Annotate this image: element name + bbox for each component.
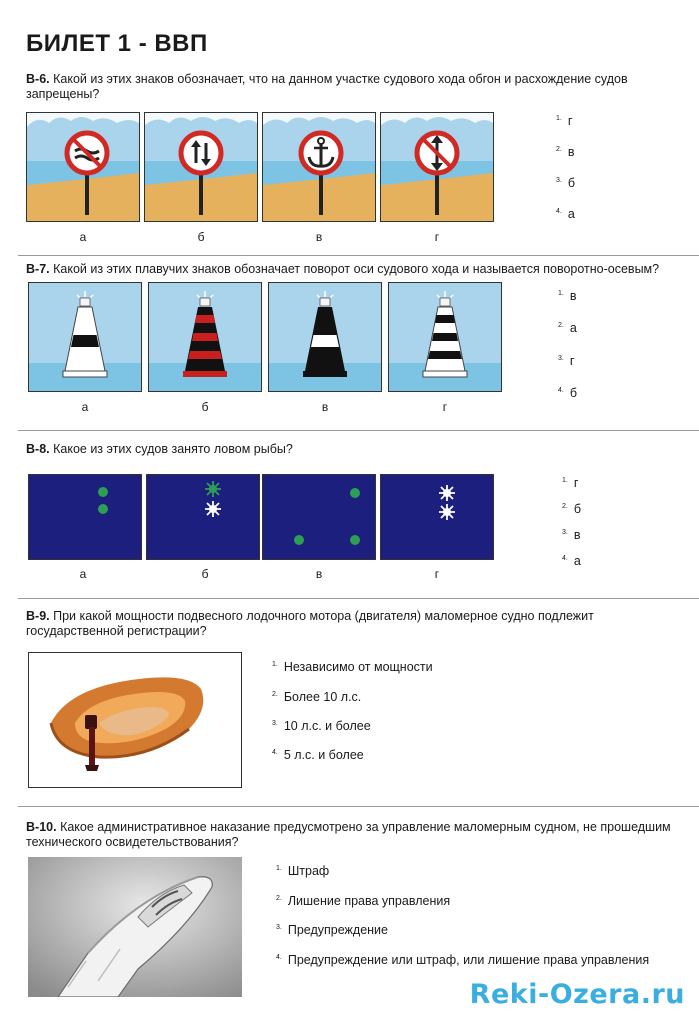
q8-label-b: б [201,567,209,581]
q9-option-3-text: 10 л.с. и более [283,719,371,733]
q7-label-a: а [81,400,89,414]
question-10 [26,820,676,850]
q10-option-1[interactable] [276,864,329,878]
q7-picture-v[interactable] [268,282,382,392]
q7-option-4-text: б [569,386,578,400]
q6-option-4[interactable] [556,207,575,221]
q7-picture-g[interactable] [388,282,502,392]
q10-option-1-number: 1. [276,865,282,872]
q8-option-4-text: а [573,554,581,568]
q8-picture-v[interactable] [262,474,376,560]
q6-picture-b[interactable] [144,112,258,222]
q6-picture-g[interactable] [380,112,494,222]
q9-picture-inflatable-boat[interactable] [28,652,242,788]
q9-option-3-number: 3. [272,720,278,727]
q8-option-1-text: г [573,476,579,490]
question-9-number: В-9. [26,609,50,623]
question-9-text: При какой мощности подвесного лодочного мотора (двигателя) маломерное судно подлежит государственной регистрации? [26,609,594,638]
q8-picture-b[interactable] [146,474,260,560]
q6-label-v: в [315,230,323,244]
q6-option-2-number: 2. [556,146,562,153]
divider [18,430,699,431]
q7-option-2-text: а [569,321,577,335]
q6-picture-v[interactable] [262,112,376,222]
q9-option-2-number: 2. [272,691,278,698]
q8-label-v: в [315,567,323,581]
q6-option-2-text: в [567,145,575,159]
q9-option-1[interactable] [272,660,433,674]
q6-option-3-text: б [567,176,576,190]
q10-option-1-text: Штраф [287,864,330,878]
q6-option-2[interactable] [556,145,574,159]
q7-label-b: б [201,400,209,414]
q8-option-3[interactable] [562,528,580,542]
q8-option-2[interactable] [562,502,581,516]
q10-option-2-text: Лишение права управления [287,894,451,908]
q6-option-4-number: 4. [556,208,562,215]
q8-picture-a[interactable] [28,474,142,560]
q10-option-4-number: 4. [276,954,282,961]
q7-label-g: г [442,400,448,414]
q7-option-1[interactable] [558,289,576,303]
q7-option-3-number: 3. [558,355,564,362]
q7-option-3[interactable] [558,354,574,368]
q8-option-4[interactable] [562,554,581,568]
question-7 [26,262,676,277]
q8-option-3-number: 3. [562,529,568,536]
q7-picture-b[interactable] [148,282,262,392]
q6-option-3[interactable] [556,176,575,190]
q7-option-4[interactable] [558,386,577,400]
question-8-text: Какое из этих судов занято ловом рыбы? [53,442,293,456]
watermark: Reki-Ozera.ru [469,979,685,1010]
question-7-number: В-7. [26,262,50,276]
q6-label-g: г [434,230,440,244]
q8-option-1[interactable] [562,476,578,490]
q7-option-1-number: 1. [558,290,564,297]
q7-option-1-text: в [569,289,577,303]
q7-option-2-number: 2. [558,322,564,329]
question-9 [26,609,676,639]
q6-label-b: б [197,230,205,244]
q7-label-v: в [321,400,329,414]
question-7-text: Какой из этих плавучих знаков обозначает поворот оси судового хода и называется поворотно-осевым? [53,262,660,276]
q7-option-3-text: г [569,354,575,368]
divider [18,598,699,599]
q6-option-1-text: г [567,114,573,128]
question-8-number: В-8. [26,442,50,456]
q9-option-1-text: Независимо от мощности [283,660,433,674]
q6-option-1[interactable] [556,114,572,128]
q6-option-3-number: 3. [556,177,562,184]
q9-option-1-number: 1. [272,661,278,668]
q10-option-3-text: Предупреждение [287,923,388,937]
q6-picture-a[interactable] [26,112,140,222]
q9-option-2-text: Более 10 л.с. [283,690,362,704]
question-6-number: В-6. [26,72,50,86]
q9-option-4-text: 5 л.с. и более [283,748,364,762]
q10-option-2-number: 2. [276,895,282,902]
q10-option-2[interactable] [276,894,450,908]
divider [18,806,699,807]
question-6 [26,72,676,102]
q10-option-4-text: Предупреждение или штраф, или лишение права управления [287,953,650,967]
q9-option-4[interactable] [272,748,364,762]
q8-option-3-text: в [573,528,581,542]
q8-option-2-text: б [573,502,582,516]
question-6-text: Какой из этих знаков обозначает, что на данном участке судового хода обгон и расхождение судов запрещены? [26,72,628,101]
q9-option-4-number: 4. [272,749,278,756]
q8-picture-g[interactable] [380,474,494,560]
q6-option-1-number: 1. [556,115,562,122]
question-8 [26,442,676,457]
q8-option-2-number: 2. [562,503,568,510]
q10-picture-motor-yacht[interactable] [28,857,242,997]
q9-option-3[interactable] [272,719,371,733]
question-10-text: Какое административное наказание предусмотрено за управление маломерным судном, не прошедшим технического освидетельствования? [26,820,671,849]
q6-label-a: а [79,230,87,244]
ticket-title: БИЛЕТ 1 - ВВП [26,30,208,57]
q10-option-4[interactable] [276,953,649,967]
q9-option-2[interactable] [272,690,361,704]
q7-picture-a[interactable] [28,282,142,392]
q8-option-4-number: 4. [562,555,568,562]
divider [18,255,699,256]
q7-option-4-number: 4. [558,387,564,394]
q6-option-4-text: а [567,207,575,221]
q10-option-3-number: 3. [276,924,282,931]
q8-label-a: а [79,567,87,581]
q10-option-3[interactable] [276,923,388,937]
q8-label-g: г [434,567,440,581]
q7-option-2[interactable] [558,321,577,335]
question-10-number: В-10. [26,820,57,834]
q8-option-1-number: 1. [562,477,568,484]
